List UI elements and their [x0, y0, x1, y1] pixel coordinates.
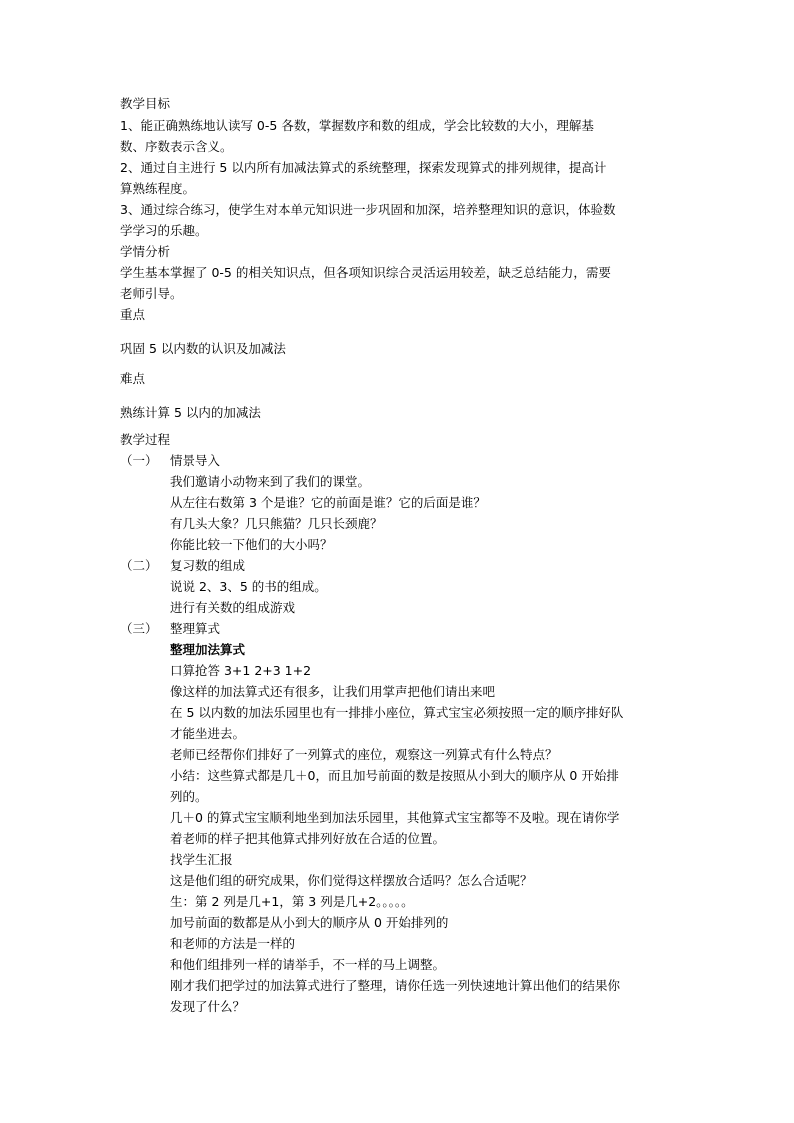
process-heading: 教学过程 — [120, 432, 171, 447]
section-1-line: 从左往右数第 3 个是谁？它的前面是谁？它的后面是谁？ — [170, 495, 486, 510]
section-3-line: 刚才我们把学过的加法算式进行了整理，请你任选一列快速地计算出他们的结果你 — [170, 978, 621, 993]
section-3-line: 口算抢答 3+1 2+3 1+2 — [170, 663, 312, 678]
goal-2-line-1: 2、通过自主进行 5 以内所有加减法算式的系统整理，探索发现算式的排列规律，提高计 — [120, 160, 607, 175]
difficulty-text: 熟练计算 5 以内的加减法 — [120, 405, 261, 420]
section-2-line: 进行有关数的组成游戏 — [170, 600, 296, 615]
section-3-line: 发现了什么？ — [170, 999, 246, 1014]
key-heading: 重点 — [120, 307, 146, 322]
section-3-subtitle: 整理加法算式 — [170, 642, 246, 657]
analysis-heading: 学情分析 — [120, 244, 171, 259]
section-1-line: 我们邀请小动物来到了我们的课堂。 — [170, 474, 371, 489]
goal-1-line-1: 1、能正确熟练地认读写 0-5 各数，掌握数序和数的组成，学会比较数的大小，理解基 — [120, 118, 594, 133]
section-2-title: 复习数的组成 — [170, 558, 246, 573]
section-1-number: （一） — [120, 453, 158, 468]
difficulty-heading: 难点 — [120, 371, 146, 386]
section-3-line: 几＋0 的算式宝宝顺利地坐到加法乐园里，其他算式宝宝都等不及啦。现在请你学 — [170, 810, 620, 825]
section-3-line: 像这样的加法算式还有很多，让我们用掌声把他们请出来吧 — [170, 684, 496, 699]
goal-2-line-2: 算熟练程度。 — [120, 181, 196, 196]
section-3-line: 列的。 — [170, 789, 208, 804]
section-3-number: （三） — [120, 621, 158, 636]
section-1-line: 你能比较一下他们的大小吗？ — [170, 537, 333, 552]
goal-3-line-2: 学学习的乐趣。 — [120, 223, 208, 238]
key-text: 巩固 5 以内数的认识及加减法 — [120, 341, 286, 356]
section-3-line: 小结：这些算式都是几＋0，而且加号前面的数是按照从小到大的顺序从 0 开始排 — [170, 768, 619, 783]
section-2-number: （二） — [120, 558, 158, 573]
section-1-title: 情景导入 — [170, 453, 221, 468]
section-3-line: 找学生汇报 — [170, 852, 233, 867]
goals-heading: 教学目标 — [120, 96, 171, 111]
section-1-line: 有几头大象？几只熊猫？几只长颈鹿？ — [170, 516, 383, 531]
analysis-line-1: 学生基本掌握了 0-5 的相关知识点，但各项知识综合灵活运用较差，缺乏总结能力，需要 — [120, 265, 611, 280]
section-3-line: 老师已经帮你们排好了一列算式的座位，观察这一列算式有什么特点？ — [170, 747, 558, 762]
section-3-line: 这是他们组的研究成果，你们觉得这样摆放合适吗？怎么合适呢？ — [170, 873, 533, 888]
goal-3-line-1: 3、通过综合练习，使学生对本单元知识进一步巩固和加深，培养整理知识的意识，体验数 — [120, 202, 616, 217]
goal-1-line-2: 数、序数表示含义。 — [120, 139, 233, 154]
section-3-line: 和老师的方法是一样的 — [170, 936, 296, 951]
section-3-line: 才能坐进去。 — [170, 726, 246, 741]
section-3-line: 生：第 2 列是几+1，第 3 列是几+2。。。。。 — [170, 894, 414, 909]
section-3-line: 着老师的样子把其他算式排列好放在合适的位置。 — [170, 831, 446, 846]
section-3-title: 整理算式 — [170, 621, 221, 636]
section-3-line: 加号前面的数都是从小到大的顺序从 0 开始排列的 — [170, 915, 449, 930]
section-2-line: 说说 2、3、5 的书的组成。 — [170, 579, 327, 594]
section-3-line: 和他们组排列一样的请举手，不一样的马上调整。 — [170, 957, 446, 972]
analysis-line-2: 老师引导。 — [120, 286, 183, 301]
section-3-line: 在 5 以内数的加法乐园里也有一排排小座位，算式宝宝必须按照一定的顺序排好队 — [170, 705, 624, 720]
